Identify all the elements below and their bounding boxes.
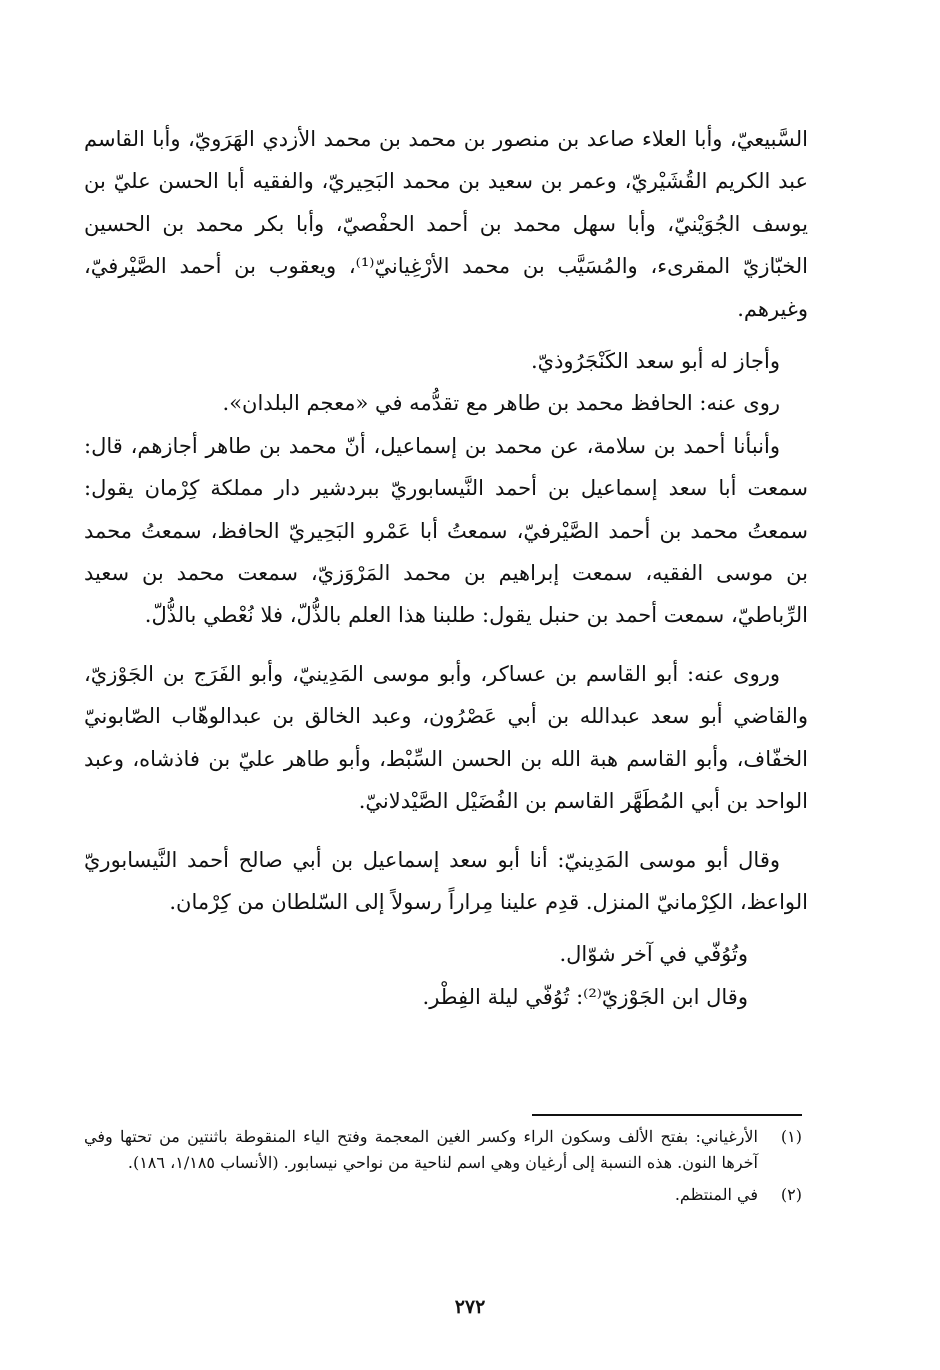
footnote-item <box>84 1182 802 1208</box>
footnote-text: الأرغياني: بفتح الألف وسكون الراء وكسر الغين المعجمة وفتح الياء المنقوطة باثنتين من تحتها وفي آخرها النون. هذه النسبة إلى أرغيان وهي اسم لناحية من نواحي نيسابور. (الأنساب ١/١٨٥، ١٨٦). <box>84 1127 758 1172</box>
paragraph-spacer <box>84 637 808 653</box>
footnote-number: (١) <box>780 1127 802 1146</box>
paragraph-students-list: وروى عنه: أبو القاسم بن عساكر، وأبو موسى المَدِينيّ، وأبو الفَرَج بن الجَوْزيّ، والقاضي أبو سعد عبدالله بن أبي عَصْرُون، وعبد الخالق بن عبدالوهّاب الصّابونيّ الخفّاف، وأبو القاسم هبة الله بن الحسن السِّبْط، وأبو طاهر عليّ بن فاذشاه، وعبد الواحد بن أبي المُطَهَّر القاسم بن الفُضَيْل الصَّيْدلانيّ. <box>84 661 808 814</box>
paragraph-ijaza: وأجاز له أبو سعد الكَنْجَرُوذيّ. <box>530 349 780 374</box>
paragraph-spacer <box>84 330 808 340</box>
paragraph-isnad: وأنبأنا أحمد بن سلامة، عن محمد بن إسماعيل، أنّ محمد بن طاهر أجازهم، قال: سمعت أبا سعد إسماعيل بن أحمد النَّيسابوريّ ببردشير دار مملكة كِرْمان يقول: سمعتُ محمد بن أحمد الصَّيْرفيّ، سمعتُ أبا عَمْرو البَحِيريّ الحافظ، سمعتُ محمد بن موسى الفقيه، سمعت إبراهيم بن محمد المَرْوَزيّ، سمعت محمد بن سعيد الرِّباطيّ، سمعت أحمد بن حنبل يقول: طلبنا هذا العلم بالذُّلّ، فلا نُعْطي بالذُّلّ. <box>84 433 808 628</box>
paragraph-teachers-list: السَّبيعيّ، وأبا العلاء صاعد بن منصور بن محمد بن محمد الأزدي الهَرَويّ، وأبا القاسم عبد الكريم القُشَيْريّ، وعمر بن سعيد بن محمد البَحِيريّ، والفقيه أبا الحسن عليّ بن يوسف الجُوَيْنيّ، وأبا سهل محمد بن أحمد الحفْصيّ، وأبا بكر محمد بن الحسين الخبّازيّ المقرىء، والمُسَيَّب بن محمد الأرْغِيانيّ⁽¹⁾، ويعقوب بن أحمد الصَّيْرفيّ، وغيرهم. <box>84 127 808 321</box>
page-number: ٢٧٢ <box>454 1296 486 1318</box>
paragraph-ibn-jawzi-note: وقال ابن الجَوْزيّ⁽²⁾: تُوُفّي ليلة الفِطْر. <box>422 984 748 1009</box>
paragraph-death-date: وتُوُفّي في آخر شوّال. <box>559 942 748 967</box>
footnote-separator-rule <box>532 1114 802 1116</box>
paragraph-spacer <box>84 823 808 839</box>
footnote-text: في المنتظم. <box>674 1185 758 1204</box>
main-text-block <box>84 118 808 1018</box>
paragraph-spacer <box>84 923 808 933</box>
footnotes-block <box>84 1124 802 1214</box>
paragraph-abu-musa-quote: وقال أبو موسى المَدِينيّ: أنا أبو سعد إسماعيل بن أبي صالح أحمد النَّيسابوريّ الواعظ، الكِرْمانيّ المنزل. قدِم علينا مِراراً رسولاً إلى السّلطان من كِرْمان. <box>84 847 808 914</box>
paragraph-narrated-from-him: روى عنه: الحافظ محمد بن طاهر مع تقدُّمه في «معجم البلدان». <box>222 391 780 416</box>
footnote-number: (٢) <box>780 1185 802 1204</box>
footnote-item <box>84 1124 802 1176</box>
